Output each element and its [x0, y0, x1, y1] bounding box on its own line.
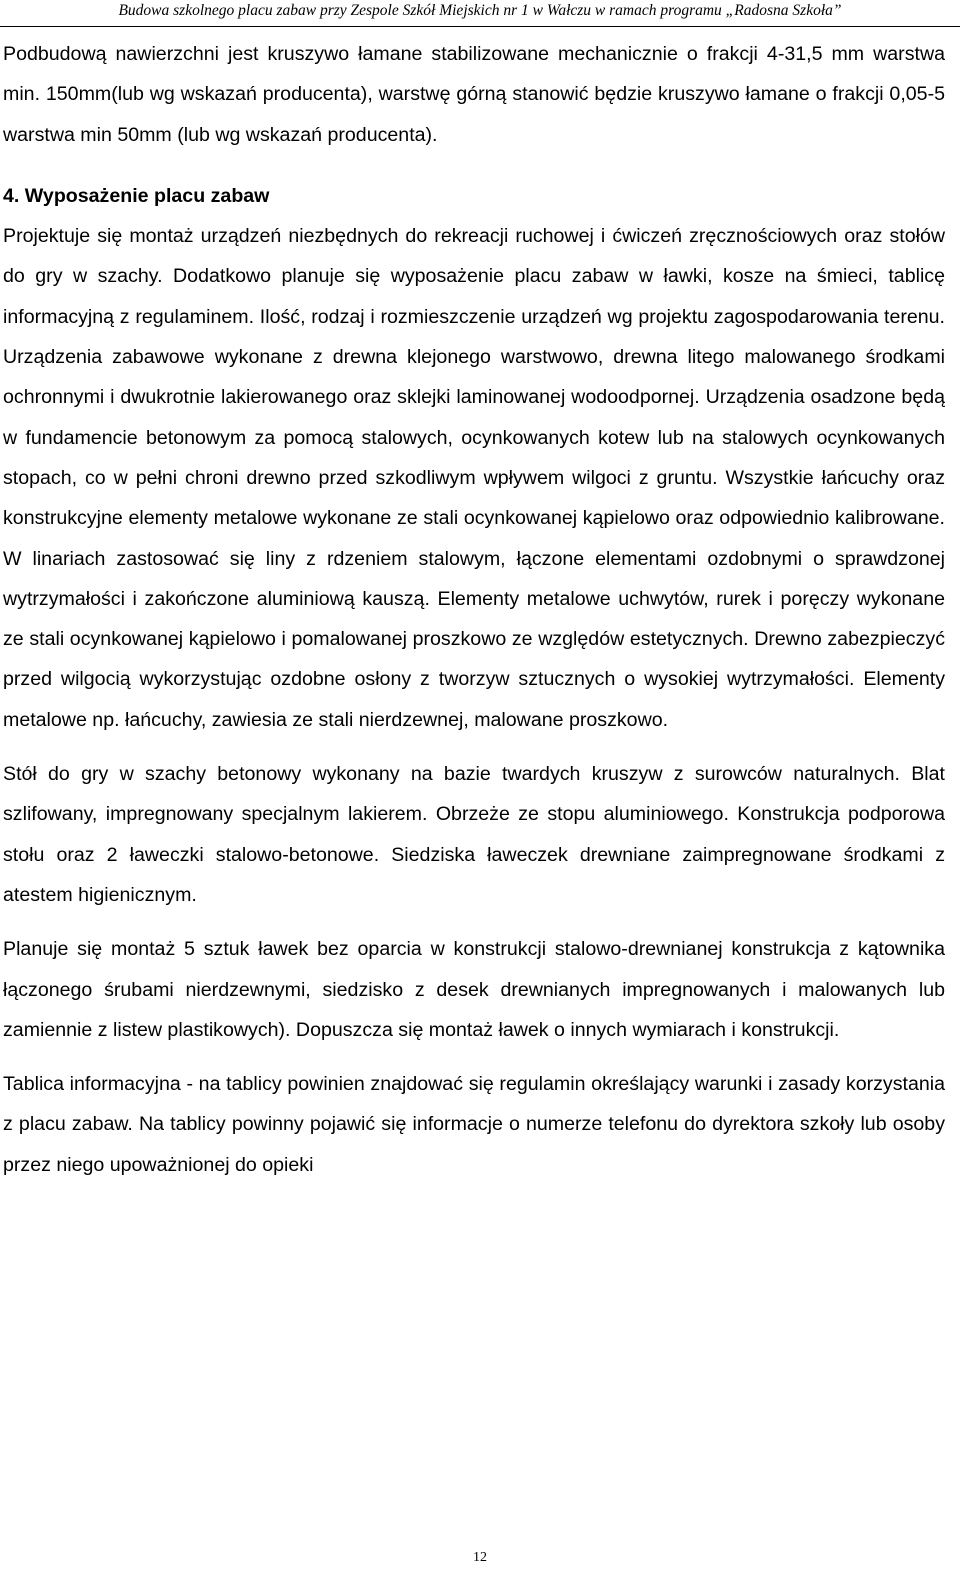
paragraph-benches: Planuje się montaż 5 sztuk ławek bez oparcia w konstrukcji stalowo-drewnianej konstrukcja z kątownika łączonego śrubami nierdzewnymi, siedzisko z desek drewnianych impregnowanych i malowanych lub zamiennie z listew plastikowych). Dopuszcza się montaż ławek o innych wymiarach i konstrukcji.	[3, 938, 945, 1041]
header-title: Budowa szkolnego placu zabaw przy Zespole Szkół Miejskich nr 1 w Wałczu w ramach programu „Radosna Szkoła”	[118, 2, 842, 19]
document-body	[3, 34, 945, 1185]
page-number: 12	[473, 1550, 487, 1565]
section-heading: 4. Wyposażenie placu zabaw	[3, 184, 270, 207]
paragraph-chess-table: Stół do gry w szachy betonowy wykonany na bazie twardych kruszyw z surowców naturalnych. Blat szlifowany, impregnowany specjalnym lakierem. Obrzeże ze stopu aluminiowego. Konstrukcja podporowa stołu oraz 2 ławeczki stalowo-betonowe. Siedziska ławeczek drewniane zaimpregnowane środkami z atestem higienicznym.	[3, 763, 945, 906]
page-header	[0, 0, 960, 27]
paragraph-substrate: Podbudową nawierzchni jest kruszywo łamane stabilizowane mechanicznie o frakcji 4-31,5 mm warstwa min. 150mm(lub wg wskazań producenta), warstwę górną stanowić będzie kruszywo łamane o frakcji 0,05-5 warstwa min 50mm (lub wg wskazań producenta).	[3, 43, 945, 146]
paragraph-equipment: Projektuje się montaż urządzeń niezbędnych do rekreacji ruchowej i ćwiczeń zręcznościowych oraz stołów do gry w szachy. Dodatkowo planuje się wyposażenie placu zabaw w ławki, kosze na śmieci, tablicę informacyjną z regulaminem. Ilość, rodzaj i rozmieszczenie urządzeń wg projektu zagospodarowania terenu. Urządzenia zabawowe wykonane z drewna klejonego warstwowo, drewna litego malowanego środkami ochronnymi i dwukrotnie lakierowanego oraz sklejki laminowanej wodoodpornej. Urządzenia osadzone będą w fundamencie betonowym za pomocą stalowych, ocynkowanych kotew lub na stalowych ocynkowanych stopach, co w pełni chroni drewno przed szkodliwym wpływem wilgoci z gruntu. Wszystkie łańcuchy oraz konstrukcyjne elementy metalowe wykonane ze stali ocynkowanej kąpielowo oraz odpowiednio kalibrowane. W linariach zastosować się liny z rdzeniem stalowym, łączone elementami ozdobnymi o sprawdzonej wytrzymałości i zakończone aluminiową kauszą. Elementy metalowe uchwytów, rurek i poręczy wykonane ze stali ocynkowanej kąpielowo i pomalowanej proszkowo ze względów estetycznych. Drewno zabezpieczyć przed wilgocią wykorzystując ozdobne osłony z tworzyw sztucznych o wysokiej wytrzymałości. Elementy metalowe np. łańcuchy, zawiesia ze stali nierdzewnej, malowane proszkowo.	[3, 225, 945, 731]
paragraph-info-board: Tablica informacyjna - na tablicy powinien znajdować się regulamin określający warunki i zasady korzystania z placu zabaw. Na tablicy powinny pojawić się informacje o numerze telefonu do dyrektora szkoły lub osoby przez niego upoważnionej do opieki	[3, 1073, 945, 1176]
